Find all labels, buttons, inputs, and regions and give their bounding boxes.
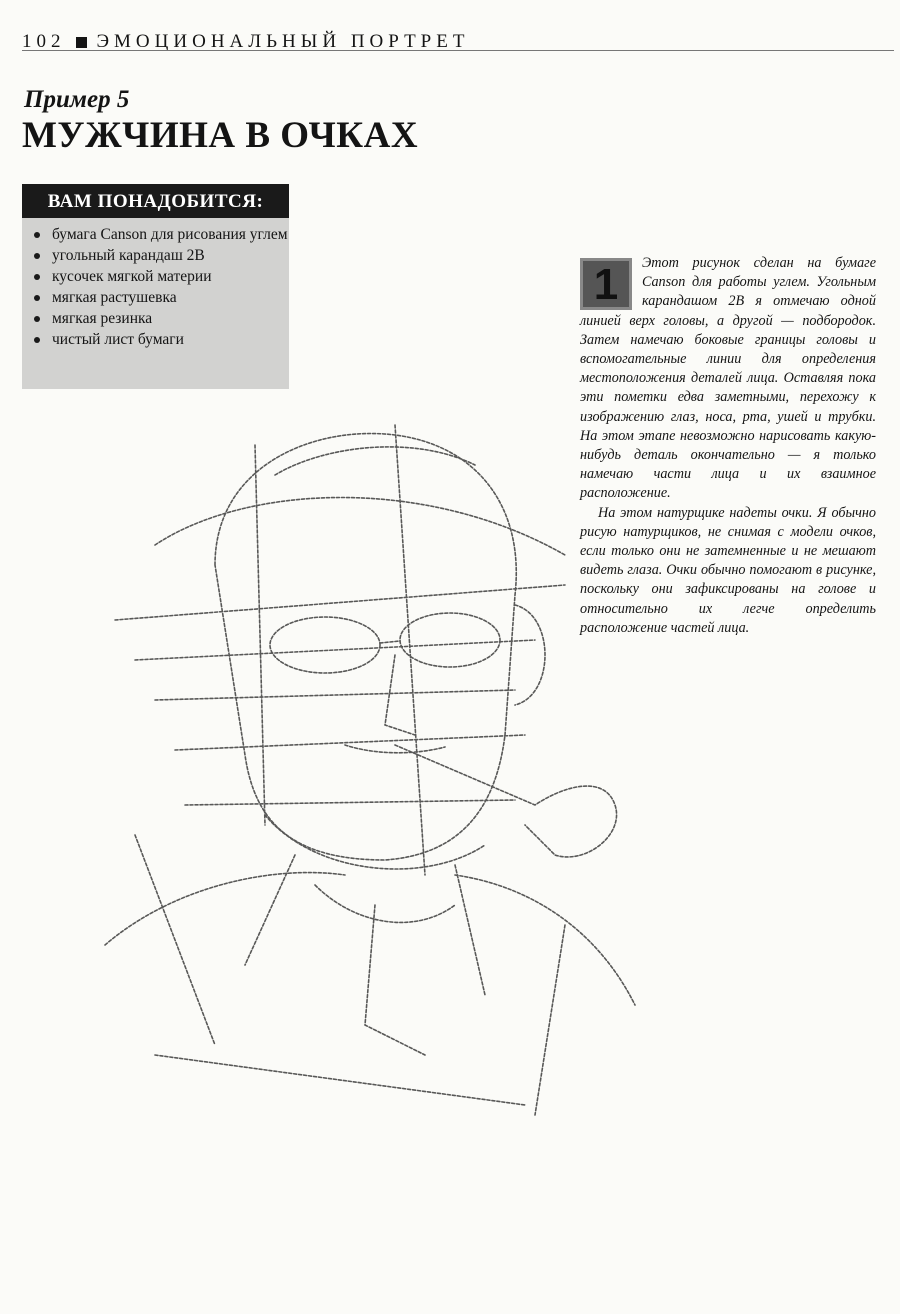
materials-item: чистый лист бумаги bbox=[34, 329, 289, 350]
materials-item: бумага Canson для рисования углем bbox=[34, 224, 289, 245]
materials-header: ВАМ ПОНАДОБИТСЯ: bbox=[22, 184, 289, 218]
materials-item: мягкая резинка bbox=[34, 308, 289, 329]
sketch-shoulders bbox=[105, 873, 345, 945]
page-title: МУЖЧИНА В ОЧКАХ bbox=[22, 115, 419, 156]
sketch-ear bbox=[515, 605, 545, 705]
step-paragraph: Этот рисунок сделан на бумаге Canson для работы углем. Угольным карандашом 2B я отмечаю одной линией верх головы, а другой — подбородок. Затем намечаю боковые границы головы и вспомогательные линии для определения местоположения деталей лица. Оставляя пока эти пометки едва заметными, перехожу к изображению глаз, носа, рта, ушей и трубки. На этом этапе невозможно нарисовать какую-нибудь деталь окончательно — я только намечаю части лица и их взаимное расположение. bbox=[580, 255, 876, 502]
materials-item: мягкая растушевка bbox=[34, 287, 289, 308]
page-number: 102 bbox=[22, 31, 66, 52]
running-head bbox=[22, 28, 892, 56]
step-paragraph: На этом натурщике надеты очки. Я обычно рисую натурщиков, не снимая с модели очков, если только они не затемненные и не мешают видеть глаза. Очки обычно помогают в рисунке, поскольку они зафиксированы на голове и относительно их легче определить расположение частей лица. bbox=[580, 504, 876, 636]
materials-item: угольный карандаш 2B bbox=[34, 245, 289, 266]
sketch-glasses-right bbox=[400, 613, 500, 667]
step-number-badge: 1 bbox=[580, 258, 632, 310]
materials-item: кусочек мягкой материи bbox=[34, 266, 289, 287]
materials-list bbox=[22, 224, 289, 350]
example-label: Пример 5 bbox=[24, 86, 130, 113]
header-divider bbox=[22, 50, 894, 51]
sketch-glasses-left bbox=[270, 617, 380, 673]
section-title: ЭМОЦИОНАЛЬНЫЙ ПОРТРЕТ bbox=[96, 31, 470, 52]
sketch-mouth bbox=[345, 745, 445, 753]
sketch-collar bbox=[315, 885, 455, 922]
sketch-illustration bbox=[95, 405, 655, 1125]
square-bullet-icon bbox=[76, 37, 87, 48]
materials-box bbox=[22, 184, 289, 389]
